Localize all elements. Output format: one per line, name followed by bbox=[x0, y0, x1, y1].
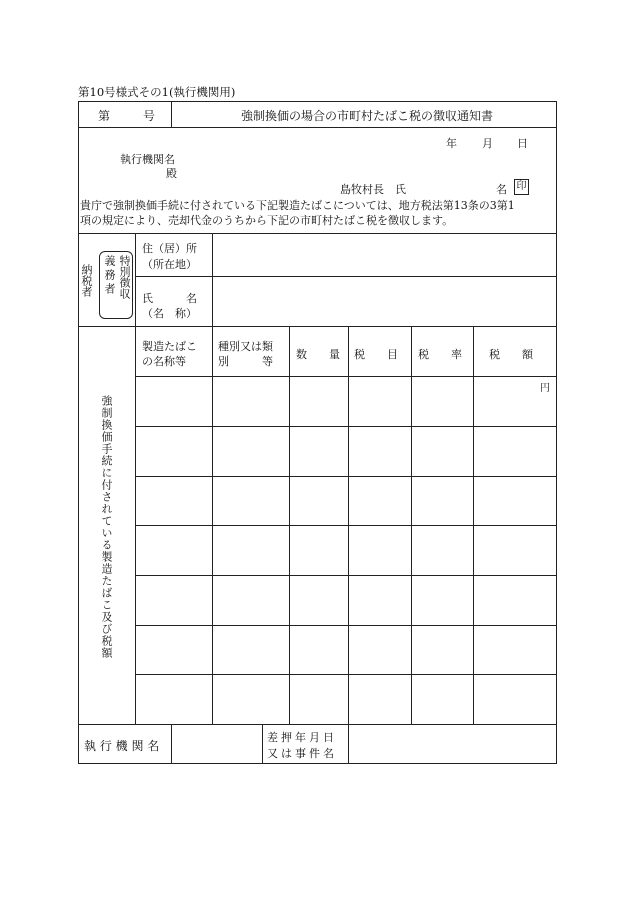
cell-product[interactable] bbox=[138, 394, 209, 408]
addressee-honorific: 殿 bbox=[166, 167, 177, 180]
cell-tax-amount[interactable] bbox=[476, 593, 553, 607]
footer-seizure-label-line-1: 差押年月日 bbox=[267, 731, 337, 744]
cell-tax-amount[interactable] bbox=[476, 692, 553, 706]
cell-tax-item[interactable] bbox=[351, 494, 408, 508]
cell-quantity[interactable] bbox=[292, 643, 345, 657]
cell-tax-rate[interactable] bbox=[414, 543, 470, 557]
cell-quantity[interactable] bbox=[292, 692, 345, 706]
cell-kind[interactable] bbox=[215, 692, 286, 706]
cell-tax-amount[interactable] bbox=[476, 444, 553, 458]
sender-title: 島牧村長 氏 bbox=[340, 183, 406, 196]
header-kind-line-2: 別 等 bbox=[218, 355, 273, 368]
document-title: 強制換価の場合の市町村たばこ税の徴収通知書 bbox=[241, 109, 494, 123]
cell-tax-rate[interactable] bbox=[414, 593, 470, 607]
cell-product[interactable] bbox=[138, 494, 209, 508]
cell-kind[interactable] bbox=[215, 444, 286, 458]
cell-tax-amount[interactable] bbox=[476, 643, 553, 657]
footer-org-label: 執 行 機 関 名 bbox=[84, 739, 160, 753]
taxpayer-label-tokubetsu: 特別徴収 bbox=[118, 255, 131, 299]
header-product-line-1: 製造たばこ bbox=[142, 340, 197, 353]
addressee-org-label: 執行機関名 bbox=[120, 153, 175, 166]
cell-tax-rate[interactable] bbox=[414, 444, 470, 458]
outer-left-border bbox=[78, 101, 79, 764]
date-day-label: 日 bbox=[517, 137, 528, 150]
header-product-line-2: の名称等 bbox=[142, 355, 186, 368]
cell-tax-rate[interactable] bbox=[414, 692, 470, 706]
header-quantity: 数 量 bbox=[296, 348, 340, 361]
cell-kind[interactable] bbox=[215, 494, 286, 508]
cell-product[interactable] bbox=[138, 444, 209, 458]
cell-tax-item[interactable] bbox=[351, 692, 408, 706]
cell-tax-amount[interactable] bbox=[476, 543, 553, 557]
cell-tax-item[interactable] bbox=[351, 394, 408, 408]
cell-kind[interactable] bbox=[215, 643, 286, 657]
sender-mei-label: 名 bbox=[496, 183, 507, 196]
header-tax-amount: 税 額 bbox=[489, 348, 533, 361]
cell-quantity[interactable] bbox=[292, 394, 345, 408]
outer-top-border bbox=[78, 101, 557, 102]
cell-product[interactable] bbox=[138, 593, 209, 607]
goods-side-label: 強制換価手続に付されている製造たばこ及び税額 bbox=[100, 395, 113, 659]
cell-quantity[interactable] bbox=[292, 543, 345, 557]
cell-tax-item[interactable] bbox=[351, 444, 408, 458]
name-label-line-2: （名 称） bbox=[142, 307, 197, 320]
cell-quantity[interactable] bbox=[292, 444, 345, 458]
cell-tax-rate[interactable] bbox=[414, 494, 470, 508]
header-tax-rate: 税 率 bbox=[418, 348, 462, 361]
header-kind-line-1: 種別又は類 bbox=[218, 340, 273, 353]
body-text-line-2: 項の規定により、売却代金のうちから下記の市町村たばこ税を徴収します。 bbox=[80, 214, 454, 227]
document-number-suffix: 号 bbox=[143, 109, 156, 123]
cell-kind[interactable] bbox=[215, 394, 286, 408]
seal-mark: 印 bbox=[514, 179, 529, 195]
taxpayer-label-gimusha: 義務者 bbox=[103, 255, 116, 297]
cell-tax-item[interactable] bbox=[351, 593, 408, 607]
header-tax-item: 税 目 bbox=[354, 348, 398, 361]
footer-seizure-label-line-2: 又は事件名 bbox=[267, 747, 337, 760]
cell-tax-rate[interactable] bbox=[414, 643, 470, 657]
taxpayer-label-nouzeisha: 納税者 bbox=[80, 264, 93, 297]
date-month-label: 月 bbox=[482, 137, 493, 150]
cell-product[interactable] bbox=[138, 692, 209, 706]
yen-unit-label: 円 bbox=[540, 383, 550, 394]
cell-tax-amount[interactable] bbox=[476, 494, 553, 508]
outer-bottom-border bbox=[78, 763, 557, 764]
document-number-prefix: 第 bbox=[98, 109, 111, 123]
cell-tax-item[interactable] bbox=[351, 543, 408, 557]
body-text-line-1: 貴庁で強制換価手続に付されている下記製造たばこについては、地方税法第13条の3第1 bbox=[80, 199, 515, 212]
cell-quantity[interactable] bbox=[292, 494, 345, 508]
cell-kind[interactable] bbox=[215, 593, 286, 607]
cell-product[interactable] bbox=[138, 543, 209, 557]
name-label-line-1: 氏 名 bbox=[142, 292, 197, 305]
cell-kind[interactable] bbox=[215, 543, 286, 557]
cell-product[interactable] bbox=[138, 643, 209, 657]
address-label-line-2: （所在地） bbox=[142, 258, 197, 271]
address-label-line-1: 住（居）所 bbox=[142, 242, 197, 255]
cell-tax-rate[interactable] bbox=[414, 394, 470, 408]
cell-quantity[interactable] bbox=[292, 593, 345, 607]
form-label: 第10号様式その1(執行機関用) bbox=[78, 85, 236, 99]
outer-right-border bbox=[556, 101, 557, 764]
cell-tax-item[interactable] bbox=[351, 643, 408, 657]
date-year-label: 年 bbox=[446, 137, 457, 150]
cell-tax-amount[interactable] bbox=[476, 394, 553, 408]
